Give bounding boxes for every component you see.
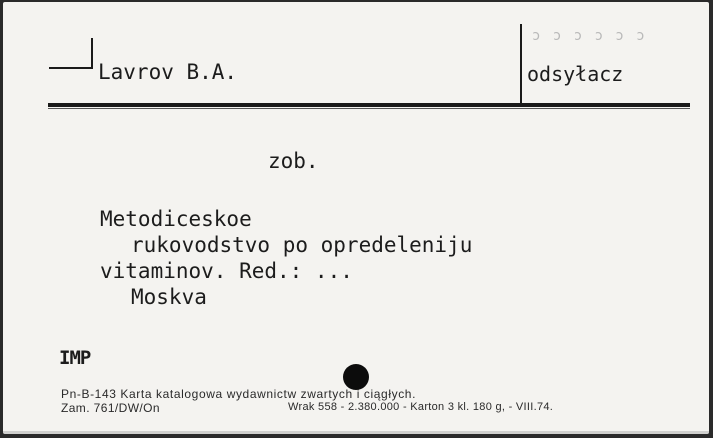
header-rule <box>48 103 690 107</box>
bracket-horizontal <box>49 67 93 69</box>
footer-line-2-left: Zam. 761/DW/On <box>61 401 160 415</box>
stamp-imp: IMP <box>59 347 91 369</box>
title-line-3: vitaminov. Red.: ... <box>100 259 353 283</box>
bracket-vertical <box>91 38 93 68</box>
see-reference: zob. <box>268 149 319 173</box>
card-edge <box>3 431 709 434</box>
title-line-4: Moskva <box>131 285 207 309</box>
title-line-2: rukovodstvo po opredeleniju <box>131 233 473 257</box>
faint-marks: ɔ ɔ ɔ ɔ ɔ ɔ <box>532 28 647 44</box>
header-rule-thin <box>48 108 690 109</box>
header-divider <box>520 24 522 104</box>
card-type-label: odsyłacz <box>527 62 624 86</box>
catalog-card <box>3 2 709 434</box>
author-name: Lavrov B.A. <box>98 60 238 84</box>
title-line-1: Metodiceskoe <box>100 207 252 231</box>
footer-line-2-right: Wrak 558 - 2.380.000 - Karton 3 kl. 180 g, - VIII.74. <box>288 401 554 413</box>
footer-line-1: Pn-B-143 Karta katalogowa wydawnictw zwartych i ciągłych. <box>61 387 417 401</box>
